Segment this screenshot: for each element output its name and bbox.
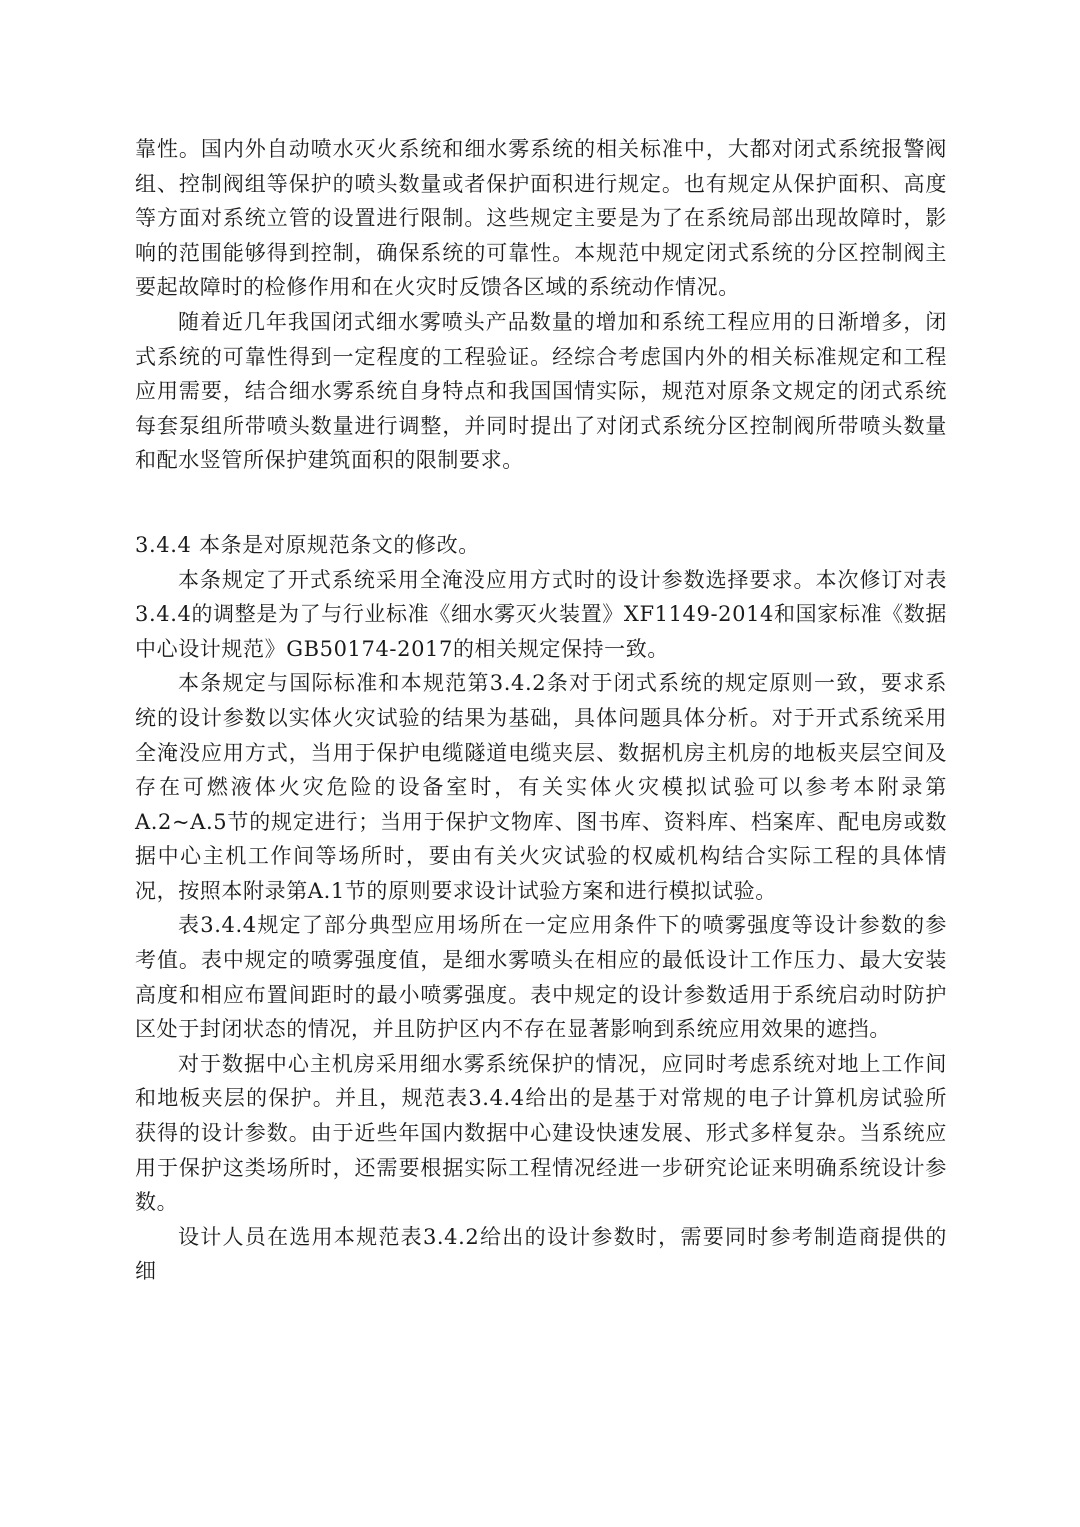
section-spacer — [135, 478, 947, 528]
paragraph-5: 表3.4.4规定了部分典型应用场所在一定应用条件下的喷雾强度等设计参数的参考值。表中规定的喷雾强度值，是细水雾喷头在相应的最低设计工作压力、最大安装高度和相应布置间距时的最小喷雾强度。表中规定的设计参数适用于系统启动时防护区处于封闭状态的情况，并且防护区内不存在显著影响到系统应用效果的遮挡。 — [135, 913, 947, 1042]
paragraph-4: 本条规定与国际标准和本规范第3.4.2条对于闭式系统的规定原则一致，要求系统的设计参数以实体火灾试验的结果为基础，具体问题具体分析。对于开式系统采用全淹没应用方式，当用于保护电缆隧道电缆夹层、数据机房主机房的地板夹层空间及存在可燃液体火灾危险的设备室时，有关实体火灾模拟试验可以参考本附录第A.2~A.5节的规定进行；当用于保护文物库、图书库、资料库、档案库、配电房或数据中心主机工作间等场所时，要由有关火灾试验的权威机构结合实际工程的具体情况，按照本附录第A.1节的原则要求设计试验方案和进行模拟试验。 — [135, 671, 947, 903]
section-heading — [135, 528, 947, 563]
document-page — [135, 132, 947, 1289]
paragraph-2: 随着近几年我国闭式细水雾喷头产品数量的增加和系统工程应用的日渐增多，闭式系统的可靠性得到一定程度的工程验证。经综合考虑国内外的相关标准规定和工程应用需要，结合细水雾系统自身特点和我国国情实际，规范对原条文规定的闭式系统每套泵组所带喷头数量进行调整，并同时提出了对闭式系统分区控制阀所带喷头数量和配水竖管所保护建筑面积的限制要求。 — [135, 309, 947, 473]
paragraph-7: 设计人员在选用本规范表3.4.2给出的设计参数时，需要同时参考制造商提供的细 — [135, 1224, 947, 1284]
paragraph-3: 本条规定了开式系统采用全淹没应用方式时的设计参数选择要求。本次修订对表3.4.4的调整是为了与行业标准《细水雾灭火装置》XF1149-2014和国家标准《数据中心设计规范》GB50174-2017的相关规定保持一致。 — [135, 567, 947, 661]
section-heading-text: 本条是对原规范条文的修改。 — [199, 532, 480, 557]
section-number: 3.4.4 — [135, 532, 192, 557]
paragraph-1: 靠性。国内外自动喷水灭火系统和细水雾系统的相关标准中，大都对闭式系统报警阀组、控制阀组等保护的喷头数量或者保护面积进行规定。也有规定从保护面积、高度等方面对系统立管的设置进行限制。这些规定主要是为了在系统局部出现故障时，影响的范围能够得到控制，确保系统的可靠性。本规范中规定闭式系统的分区控制阀主要起故障时的检修作用和在火灾时反馈各区域的系统动作情况。 — [135, 137, 947, 300]
paragraph-6: 对于数据中心主机房采用细水雾系统保护的情况，应同时考虑系统对地上工作间和地板夹层的保护。并且，规范表3.4.4给出的是基于对常规的电子计算机房试验所获得的设计参数。由于近些年国内数据中心建设快速发展、形式多样复杂。当系统应用于保护这类场所时，还需要根据实际工程情况经进一步研究论证来明确系统设计参数。 — [135, 1051, 947, 1215]
